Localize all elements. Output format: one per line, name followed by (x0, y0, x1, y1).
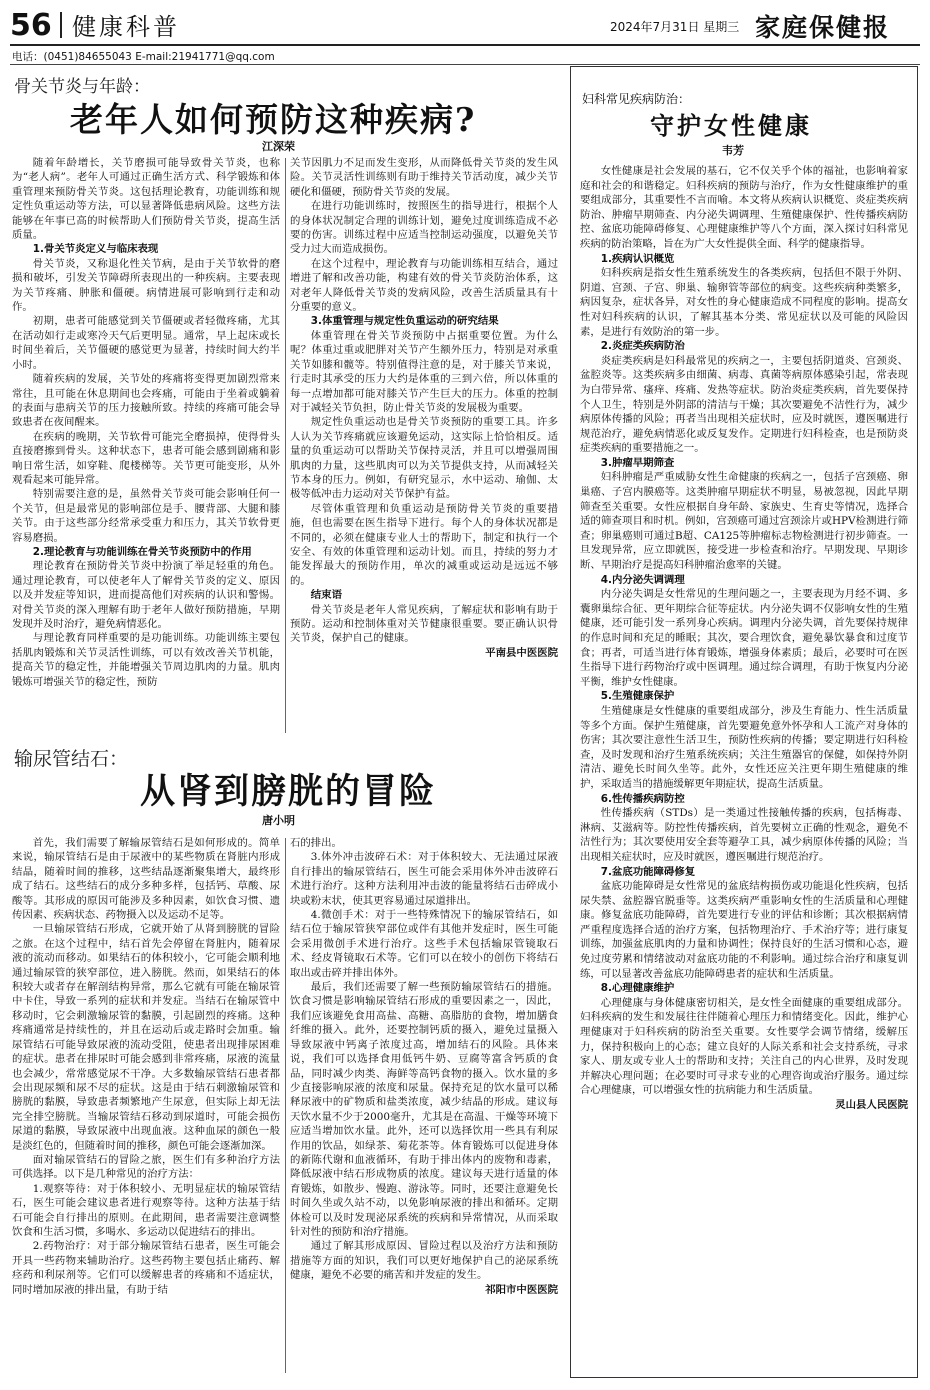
article3-headline: 守护女性健康 (650, 111, 812, 140)
article1-headline: 老年人如何预防这种疾病? (70, 100, 477, 139)
subheading: 2.理论教育与功能训练在骨关节炎预防中的作用 (32, 545, 252, 558)
paragraph: 随着年龄增长，关节磨损可能导致骨关节炎，也称为“老人病”。老年人可通过正确生活方式、科学锻炼和体重管理来预防骨关节炎。这包括理论教育，功能训练和规定性负重运动等方法，可以显著降低患病风险。这些方法能够在年事已高的时候帮助人们预防骨关节炎，提高生活质量。 (12, 157, 280, 242)
contact-info: 电话：(0451)84655043 E-mail:21941771@qq.com (12, 51, 275, 63)
article1-kicker: 骨关节炎与年龄： (14, 77, 150, 97)
paragraph: 1.观察等待：对于体积较小、无明显症状的输尿管结石，医生可能会建议患者进行观察等待。这种方法基于结石可能会自行排出的原则。在此期间，患者需要注意调整饮食和生活习惯，多喝水、多运动以促进结石的排出。 (12, 1182, 280, 1238)
paragraph: 尽管体重管理和负重运动是预防骨关节炎的重要措施，但也需要在医生指导下进行。每个人的身体状况都是不同的，必须在健康专业人士的帮助下，制定和执行一个安全、有效的体重管理和运动计划。而且，持续的努力才能发挥最大的预防作用，单次的减重或运动是远远不够的。 (290, 502, 558, 587)
subheading: 1.疾病认识概览 (600, 252, 675, 265)
article1-author: 江深荣 (262, 140, 295, 153)
header-rule (10, 64, 920, 65)
paragraph: 特别需要注意的是，虽然骨关节炎可能会影响任何一个关节，但是最常见的影响部位是手、腰背部、大腿和膝关节。由于这些部分经常承受重力和压力，其关节软骨更容易磨损。 (12, 488, 280, 544)
source-hospital: 祁阳市中医医院 (485, 1283, 558, 1296)
paper-name: 家庭保健报 (755, 13, 891, 42)
masthead-divider (60, 12, 62, 38)
subheading: 7.盆底功能障碍修复 (600, 865, 696, 878)
paragraph: 体重管理在骨关节炎预防中占据重要位置。为什么呢？体重过重或肥胖对关节产生额外压力，特别是对承重关节如膝和髋等。特别值得注意的是，对于膝关节来说，行走时其承受的压力大约是体重的三到六倍，所以体重的每一点增加都可能对膝关节产生巨大的压力。体重的控制对于减轻关节负担，防止骨关节炎的发展极为重要。 (290, 329, 558, 414)
paragraph: 随着疾病的发展，关节处的疼痛将变得更加剧烈常来常往，且可能在休息期间也会疼痛，可能由于坐着或躺着的表面与患病关节的压力接触所致。持续的疼痛可能会导致患者在夜间醒来。 (12, 373, 280, 429)
source-hospital: 平南县中医医院 (485, 646, 558, 659)
issue-date: 2024年7月31日 星期三 (610, 20, 740, 34)
column-divider (285, 158, 286, 733)
paragraph: 理论教育在预防骨关节炎中扮演了举足轻重的角色。通过理论教育，可以使老年人了解骨关节炎的定义、原因以及并发症等知识，进而提高他们对疾病的认识和警惕。对骨关节炎的深入理解有助于老年人做好预防措施，早期发现并及时治疗，避免病情恶化。 (12, 560, 280, 630)
paragraph: 3.体外冲击波碎石术：对于体积较大、无法通过尿液自行排出的输尿管结石，医生可能会采用体外冲击波碎石术进行治疗。这种方法利用冲击波的能量将结石击碎成小块或粉末状，使其更容易通过尿道排出。 (290, 851, 558, 907)
paragraph: 在进行功能训练时，按照医生的指导进行，根据个人的身体状况制定合理的训练计划，避免过度训练造成不必要的伤害。训练过程中应适当控制运动强度，以避免关节受力过大而造成损伤。 (290, 200, 558, 256)
page-number: 56 (10, 8, 52, 43)
source-hospital: 灵山县人民医院 (835, 1099, 908, 1111)
paragraph: 通过了解其形成原因、冒险过程以及治疗方法和预防措施等方面的知识，我们可以更好地保护自己的泌尿系统健康，避免不必要的痛苦和并发症的发生。 (290, 1240, 558, 1282)
article3-author: 韦芳 (722, 144, 744, 157)
article3-body (580, 164, 908, 1370)
subheading: 1.骨关节炎定义与临床表现 (32, 243, 159, 256)
article1-column-1 (12, 156, 280, 736)
paragraph: 最后，我们还需要了解一些预防输尿管结石的措施。饮食习惯是影响输尿管结石形成的重要因素之一，因此，我们应该避免食用高盐、高糖、高脂肪的食物，增加膳食纤维的摄入。此外，还要控制钙质的摄入，避免过量摄入导致尿液中钙离子浓度过高，增加结石的风险。具体来说，我们可以选择食用低钙牛奶、豆腐等富含钙质的食品，同时减少肉类、海鲜等高钙食物的摄入。饮水量的多少直接影响尿液的浓度和尿量。保持充足的饮水量可以稀释尿液中的矿物质和盐类浓度，减少结晶的形成。建议每天饮水量不少于2000毫升，尤其是在高温、干燥等环境下应适当增加饮水量。此外，还可以选择饮用一些具有利尿作用的饮品，如绿茶、菊花茶等。体育锻炼可以促进身体的新陈代谢和血液循环，有助于排出体内的废物和毒素，降低尿液中结石形成物质的浓度。建议每天进行适量的体育锻炼，如散步、慢跑、游泳等。同时，还要注意避免长时间久坐或久站不动，以免影响尿液的排出和循环。定期体检可以及时发现泌尿系统的疾病和异常情况，从而采取针对性的预防和治疗措施。 (290, 981, 558, 1238)
paragraph: 内分泌失调是女性常见的生理问题之一，主要表现为月经不调、多囊卵巢综合征、更年期综合征等症状。内分泌失调不仅影响女性的生殖健康，还可能引发一系列身心疾病。调理内分泌失调，首先要保持规律的作息时间和充足的睡眠；其次，要合理饮食，避免暴饮暴食和过度节食；再者，可适当进行体育锻炼，增强身体素质；最后，必要时可在医生指导下进行药物治疗或中医调理。通过综合调理，有助于恢复内分泌平衡，维护女性健康。 (580, 588, 908, 688)
paragraph: 石的排出。 (290, 837, 342, 849)
subheading: 4.内分泌失调调理 (600, 573, 685, 586)
paragraph: 生殖健康是女性健康的重要组成部分，涉及生育能力、性生活质量等多个方面。保护生殖健康，首先要避免意外怀孕和人工流产对身体的伤害；其次要注意性生活卫生，预防性疾病的传播；要定期进行妇科检查，及时发现和治疗生殖系统疾病；关注生殖器官的保健，如保持外阴清洁、避免长时间久坐等。此外，女性还应关注更年期生殖健康的维护，采取适当的措施缓解更年期症状，提高生活质量。 (580, 704, 908, 790)
paragraph: 妇科疾病是指女性生殖系统发生的各类疾病，包括但不限于外阴、阴道、宫颈、子宫、卵巢、输卵管等部位的病变。这些疾病种类繁多，病因复杂，症状各异，对女性的身心健康造成不同程度的影响。提高女性对妇科疾病的认识，了解其基本分类、常见症状以及可能的风险因素，是进行有效防治的第一步。 (580, 267, 908, 338)
article2-kicker: 输尿管结石： (14, 748, 129, 770)
paragraph: 与理论教育同样重要的是功能训练。功能训练主要包括肌肉锻炼和关节灵活性训练，可以有效改善关节机能，提高关节的稳定性，并能增强关节周边肌肉的力量。肌肉锻炼可增强关节的稳定性，预防 (12, 632, 280, 688)
section-title: 健康科普 (72, 13, 180, 41)
article2-author: 唐小明 (262, 814, 295, 827)
paragraph: 盆底功能障碍是女性常见的盆底结构损伤或功能退化性疾病，包括尿失禁、盆腔器官脱垂等。这类疾病严重影响女性的生活质量和心理健康。修复盆底功能障碍，首先要进行专业的评估和诊断；其次根据病情严重程度选择合适的治疗方案，包括物理治疗、手术治疗等；进行康复训练，加强盆底肌肉的力量和协调性；保持良好的生活习惯和心态，避免过度劳累和情绪波动对盆底功能的不利影响。通过综合治疗和康复训练，可以显著改善盆底功能障碍患者的症状和生活质量。 (580, 880, 908, 980)
paragraph: 关节因肌力不足而发生变形，从而降低骨关节炎的发生风险。关节灵活性训练则有助于维持关节活动度，减少关节硬化和僵硬，预防骨关节炎的发展。 (290, 157, 558, 198)
paragraph: 规定性负重运动也是骨关节炎预防的重要工具。许多人认为关节疼痛就应该避免运动，这实际上恰恰相反。适量的负重运动可以帮助关节保持灵活，并且可以增强周围肌肉的力量，这些肌肉可以为关节提供支持，从而减轻关节本身的压力。例如，有研究显示，水中运动、瑜伽、太极等低冲击力运动对关节保护有益。 (290, 416, 558, 501)
subheading: 结束语 (310, 589, 342, 602)
paragraph: 在这个过程中，理论教育与功能训练相互结合，通过增进了解和改善功能，构建有效的骨关节炎防治体系，这对老年人降低骨关节炎的发病风险，改善生活质量具有十分重要的意义。 (290, 257, 558, 314)
article2-column-2 (290, 836, 558, 1376)
subheading: 2.炎症类疾病防治 (600, 340, 685, 353)
top-rule (10, 44, 920, 46)
subheading: 6.性传播疾病防控 (600, 792, 685, 805)
article3-kicker: 妇科常见疾病防治： (582, 92, 691, 106)
subheading: 3.体重管理与规定性负重运动的研究结果 (310, 315, 499, 328)
subheading: 3.肿瘤早期筛查 (600, 456, 675, 469)
paragraph: 首先，我们需要了解输尿管结石是如何形成的。简单来说，输尿管结石是由于尿液中的某些物质在肾脏内形成结晶，随着时间的推移，这些结晶逐渐聚集增大，最终形成了结石。这些结石的成分多种多样，包括钙、草酸、尿酸等。其形成的原因可能涉及多种因素，如饮食习惯、遗传因素、疾病状态、药物摄入以及运动不足等。 (12, 837, 280, 922)
paragraph: 炎症类疾病是妇科最常见的疾病之一，主要包括阴道炎、宫颈炎、盆腔炎等。这类疾病多由细菌、病毒、真菌等病原体感染引起，常表现为白带异常、瘙痒、疼痛、发热等症状。防治炎症类疾病，首先要保持个人卫生，特别是外阴部的清洁与干燥；其次要避免不洁性行为，减少病原体传播的风险；再者当出现相关症状时，应及时就医，遵医嘱进行规范治疗，避免病情恶化或反复发作。定期进行妇科检查，也是预防炎症类疾病的重要措施之一。 (580, 354, 908, 455)
article2-column-1 (12, 836, 280, 1376)
paragraph: 性传播疾病（STDs）是一类通过性接触传播的疾病，包括梅毒、淋病、艾滋病等。防控性传播疾病，首先要树立正确的性观念，避免不洁性行为；其次要使用安全套等避孕工具，减少病原体传播的风险；当出现相关症状时，应及时就医，遵医嘱进行规范治疗。 (580, 807, 908, 863)
article1-column-2 (290, 156, 558, 736)
paragraph: 在疾病的晚期，关节软骨可能完全磨损掉，使得骨头直接磨擦到骨头。这种状态下，患者可能会感到剧痛和影响日常生活，如穿鞋、爬楼梯等。关节更可能变形，从外观看起来可能异常。 (12, 430, 280, 486)
article2-headline: 从肾到膀胱的冒险 (140, 771, 437, 812)
paragraph: 面对输尿管结石的冒险之旅，医生们有多种治疗方法可供选择。以下是几种常见的治疗方法： (12, 1153, 280, 1181)
paragraph: 骨关节炎，又称退化性关节病，是由于关节软骨的磨损和破坏，引发关节障碍所表现出的一种疾病。主要表现为关节疼痛、肿胀和僵硬。病情进展可影响到行走和动作。 (12, 257, 280, 314)
paragraph: 心理健康与身体健康密切相关，是女性全面健康的重要组成部分。妇科疾病的发生和发展往往伴随着心理压力和情绪变化。因此，维护心理健康对于妇科疾病的防治至关重要。女性要学会调节情绪，缓解压力，保持积极向上的心态；建立良好的人际关系和社会支持系统，寻求家人、朋友或专业人士的帮助和支持；关注自己的内心世界，及时发现并解决心理问题；在必要时可寻求专业的心理咨询或治疗服务。通过综合心理健康，可以增强女性的抗病能力和生活质量。 (580, 996, 908, 1097)
paragraph: 4.微创手术：对于一些特殊情况下的输尿管结石，如结石位于输尿管狭窄部位或伴有其他并发症时，医生可能会采用微创手术进行治疗。这些手术包括输尿管镜取石术、经皮肾镜取石术等。它们可以在较小的创伤下将结石取出或击碎并排出体外。 (290, 909, 558, 979)
paragraph: 一旦输尿管结石形成，它就开始了从肾到膀胱的冒险之旅。在这个过程中，结石首先会停留在肾脏内，随着尿液的流动而移动。如果结石的体积较小，它可能会顺利地通过输尿管的狭窄部位，进入膀胱。然而，如果结石的体积较大或者存在解剖结构异常，那么它就有可能在输尿管中卡住，导致一系列的症状和并发症。当结石在输尿管中移动时，它会刺激输尿管的黏膜，引起剧烈的疼痛。这种疼痛通常是持续性的，并且在运动后或走路时会加重。输尿管结石可能导致尿液的流动受阻，使患者出现排尿困难的症状。患者在排尿时可能会感到非常疼痛，尿液的流量也会减少，常常感觉尿不干净。大多数输尿管结石患者都会出现尿频和尿不尽的症状。这是由于结石刺激输尿管和膀胱的黏膜，导致患者频繁地产生尿意，但实际上却无法完全排空膀胱。当输尿管结石移动到尿道时，可能会损伤尿道的黏膜，导致尿液中出现血液。这种血尿的颜色一般是淡红色的，但随着时间的推移，颜色可能会逐渐加深。 (12, 923, 280, 1152)
subheading: 5.生殖健康保护 (600, 690, 675, 703)
paragraph: 女性健康是社会发展的基石，它不仅关乎个体的福祉，也影响着家庭和社会的和谐稳定。妇科疾病的预防与治疗，作为女性健康维护的重要组成部分，其重要性不言而喻。本文将从疾病认识概览、炎症类疾病防治、肿瘤早期筛查、内分泌失调调理、生殖健康保护、性传播疾病防控、盆底功能障碍修复、心理健康维护等八个方面，深入探讨妇科常见疾病的防治策略，旨在为广大女性提供全面、科学的健康指导。 (580, 165, 908, 250)
paragraph: 妇科肿瘤是严重威胁女性生命健康的疾病之一，包括子宫颈癌、卵巢癌、子宫内膜癌等。这类肿瘤早期症状不明显，易被忽视，因此早期筛查至关重要。女性应根据自身年龄、家族史、生育史等情况，选择合适的筛查项目和时机。例如，宫颈癌可通过宫颈涂片或HPV检测进行筛查；卵巢癌则可通过B超、CA125等肿瘤标志物检测进行初步筛查。一旦发现异常，应立即就医，接受进一步检查和治疗。早期发现、早期诊断、早期治疗是提高妇科肿瘤治愈率的关键。 (580, 471, 908, 572)
paragraph: 骨关节炎是老年人常见疾病，了解症状和影响有助于预防。运动和控制体重对关节健康很重要。要正确认识骨关节炎，保护自己的健康。 (290, 603, 558, 645)
column-divider (285, 838, 286, 1373)
subheading: 8.心理健康维护 (600, 982, 675, 995)
paragraph: 初期，患者可能感觉到关节僵硬或者轻微疼痛，尤其在活动如行走或寒冷天气后更明显。通常，早上起床或长时间坐着后，关节僵硬的感觉更为显著，持续时间大约半小时。 (12, 315, 280, 371)
paragraph: 2.药物治疗：对于部分输尿管结石患者，医生可能会开具一些药物来辅助治疗。这些药物主要包括止痛药、解痉药和利尿剂等。它们可以缓解患者的疼痛和不适症状，同时增加尿液的排出量，有助于结 (12, 1240, 280, 1296)
